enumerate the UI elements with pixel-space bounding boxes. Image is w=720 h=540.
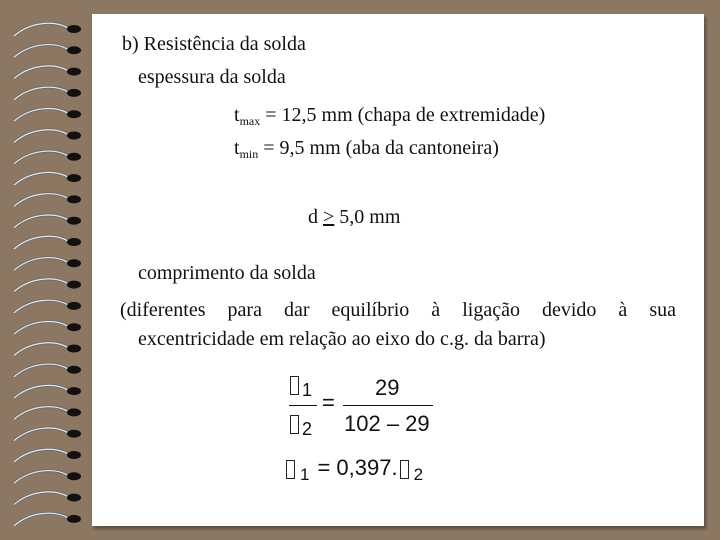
ratio-denominator: 2: [290, 412, 312, 440]
binding-ring: [14, 194, 81, 207]
section-heading: b) Resistência da solda: [122, 33, 306, 55]
symbol-box-icon: [400, 460, 409, 479]
min-size-line: d > 5,0 mm: [308, 206, 401, 228]
binding-ring: [14, 23, 81, 36]
binding-ring: [14, 258, 81, 271]
thickness-label: espessura da solda: [138, 66, 286, 88]
binding-ring: [14, 45, 81, 58]
binding-ring: [14, 151, 81, 164]
binding-ring: [14, 492, 81, 505]
binding-ring: [14, 407, 81, 420]
binding-ring: [14, 343, 81, 356]
note-line-2: excentricidade em relação ao eixo do c.g. da barra): [138, 328, 546, 350]
binding-ring: [14, 109, 81, 122]
symbol-box-icon: [286, 460, 295, 479]
tmax-line: $t_{max} = 12,5$ mm (chapa de extremidade): [234, 104, 546, 128]
note-line-1: (diferentes para dar equilíbrio à ligação devido à sua: [120, 299, 676, 321]
ratio-equals: =: [322, 390, 335, 415]
binding-ring: [14, 279, 81, 292]
ratio-fraction-bar-left: [289, 405, 317, 406]
ratio-fraction-bar-right: [343, 405, 433, 406]
binding-ring: [14, 236, 81, 249]
symbol-box-icon: [290, 376, 299, 395]
binding-ring: [14, 130, 81, 143]
ratio-rhs-numerator: 29: [375, 375, 400, 400]
binding-ring: [14, 513, 81, 526]
ratio-numerator: 1: [290, 373, 312, 401]
binding-ring: [14, 322, 81, 335]
binding-ring: [14, 364, 81, 377]
binding-ring: [14, 449, 81, 462]
binding-ring: [14, 300, 81, 313]
binding-ring: [14, 428, 81, 441]
binding-ring: [14, 385, 81, 398]
binding-ring: [14, 87, 81, 100]
binding-ring: [14, 215, 81, 228]
length-label: comprimento da solda: [138, 262, 316, 284]
binding-ring: [14, 66, 81, 79]
spiral-binding: [10, 12, 90, 528]
binding-ring: [14, 471, 81, 484]
equation-result: $_1$ = 0,397. $_2$: [286, 455, 423, 485]
ratio-rhs-denominator: 102 – 29: [344, 411, 430, 436]
tmin-line: $t_{min} = 9,5$ mm (aba da cantoneira): [234, 137, 499, 161]
symbol-box-icon: [290, 415, 299, 434]
binding-ring: [14, 172, 81, 185]
